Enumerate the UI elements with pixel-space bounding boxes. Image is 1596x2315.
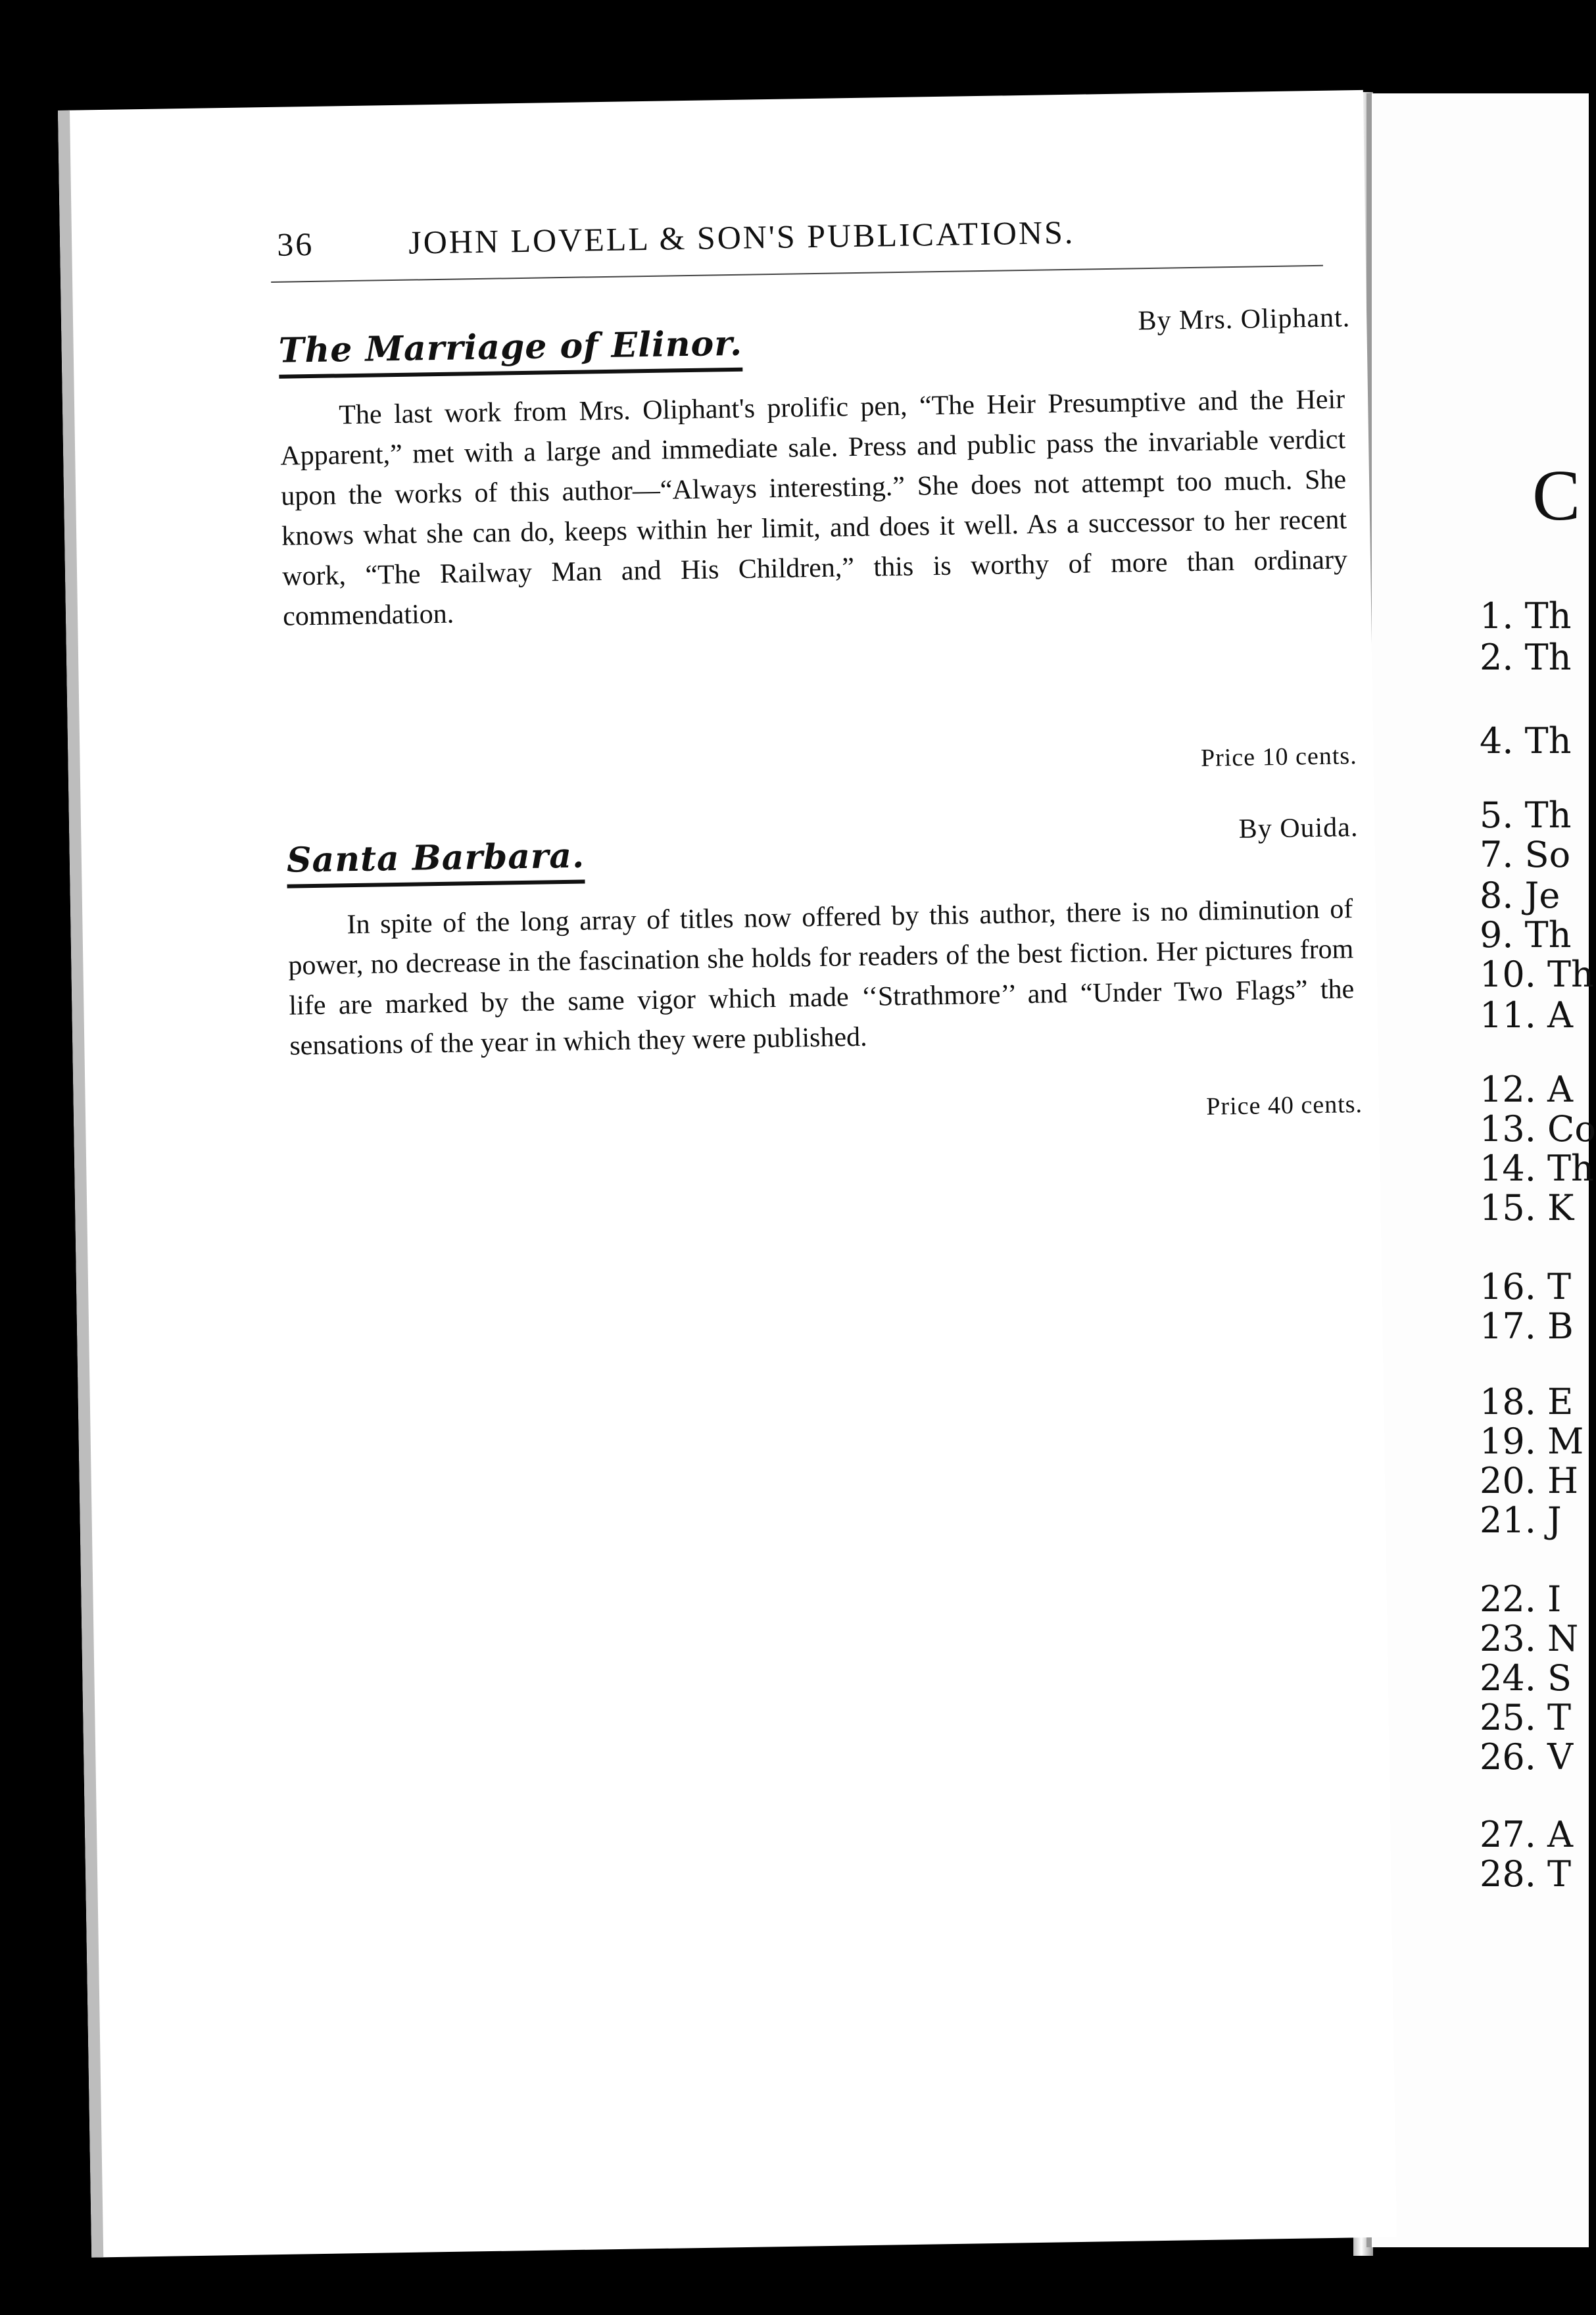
list-item: 28. T bbox=[1480, 1853, 1572, 1895]
list-item: 16. T bbox=[1480, 1266, 1572, 1307]
list-item: 10. Th bbox=[1480, 954, 1594, 995]
list-item: 5. Th bbox=[1480, 794, 1572, 836]
book-description: In spite of the long array of titles now offered by this author, there is no diminution of power, no decrease in the fascination she holds for readers of the best fiction. Her pictures from life are marked by the same vigor which made ‘‘Strathmore’’ and “Under Two Flags” the sensations of the year in which they were published. bbox=[288, 894, 1355, 1061]
book-entry bbox=[278, 303, 1357, 772]
list-item: 11. A bbox=[1480, 994, 1574, 1036]
list-item: 27. A bbox=[1480, 1814, 1574, 1855]
book-title: Santa Barbara. bbox=[286, 836, 585, 889]
book-author: By Ouida. bbox=[1238, 812, 1359, 844]
list-item: 12. A bbox=[1480, 1069, 1574, 1110]
list-item: 8. Je bbox=[1480, 875, 1560, 916]
list-item: 25. T bbox=[1480, 1697, 1572, 1738]
book-description: The last work from Mrs. Oliphant's prolific pen, “The Heir Presumptive and the Heir Apparent,” met with a large and immediate sale. Press and public pass the invariable verdict upon the works of this author—“Always interesting.” She does not attempt too much. She knows what she can do, keeps within her limit, and does it well. As a successor to her recent work, “The Railway Man and His Children,” this is worthy of more than ordinary commendation. bbox=[279, 384, 1348, 632]
book-price: Price 40 cents. bbox=[1206, 1090, 1363, 1121]
page-number: 36 bbox=[276, 225, 314, 263]
left-page bbox=[58, 90, 1397, 2258]
book-price: Price 10 cents. bbox=[1200, 742, 1357, 772]
list-item: 14. Th bbox=[1480, 1148, 1594, 1189]
list-item: 23. N bbox=[1480, 1618, 1579, 1659]
list-item: 4. Th bbox=[1480, 720, 1572, 762]
list-item: 20. H bbox=[1480, 1460, 1579, 1501]
list-item: 26. V bbox=[1480, 1736, 1574, 1778]
list-item: 2. Th bbox=[1480, 637, 1572, 678]
list-item: 1. Th bbox=[1480, 595, 1572, 637]
book-author: By Mrs. Oliphant. bbox=[1138, 303, 1351, 337]
list-item: 17. B bbox=[1480, 1305, 1574, 1347]
list-item: 22. I bbox=[1480, 1578, 1562, 1620]
list-item: 13. Co bbox=[1480, 1108, 1596, 1150]
list-item: 15. K bbox=[1480, 1187, 1574, 1229]
list-item: 7. So bbox=[1480, 834, 1571, 875]
list-item: 24. S bbox=[1480, 1657, 1572, 1699]
running-head bbox=[277, 208, 1382, 271]
list-item: 21. J bbox=[1480, 1499, 1562, 1541]
running-title: JOHN LOVELL & SON'S PUBLICATIONS. bbox=[408, 213, 1075, 261]
list-item: 18. E bbox=[1480, 1381, 1574, 1423]
facing-page-heading: C bbox=[1532, 455, 1581, 535]
book-entry bbox=[286, 812, 1363, 1121]
list-item: 19. M bbox=[1480, 1421, 1584, 1462]
list-item: 9. Th bbox=[1480, 914, 1572, 956]
book-title: The Marriage of Elinor. bbox=[278, 324, 742, 379]
